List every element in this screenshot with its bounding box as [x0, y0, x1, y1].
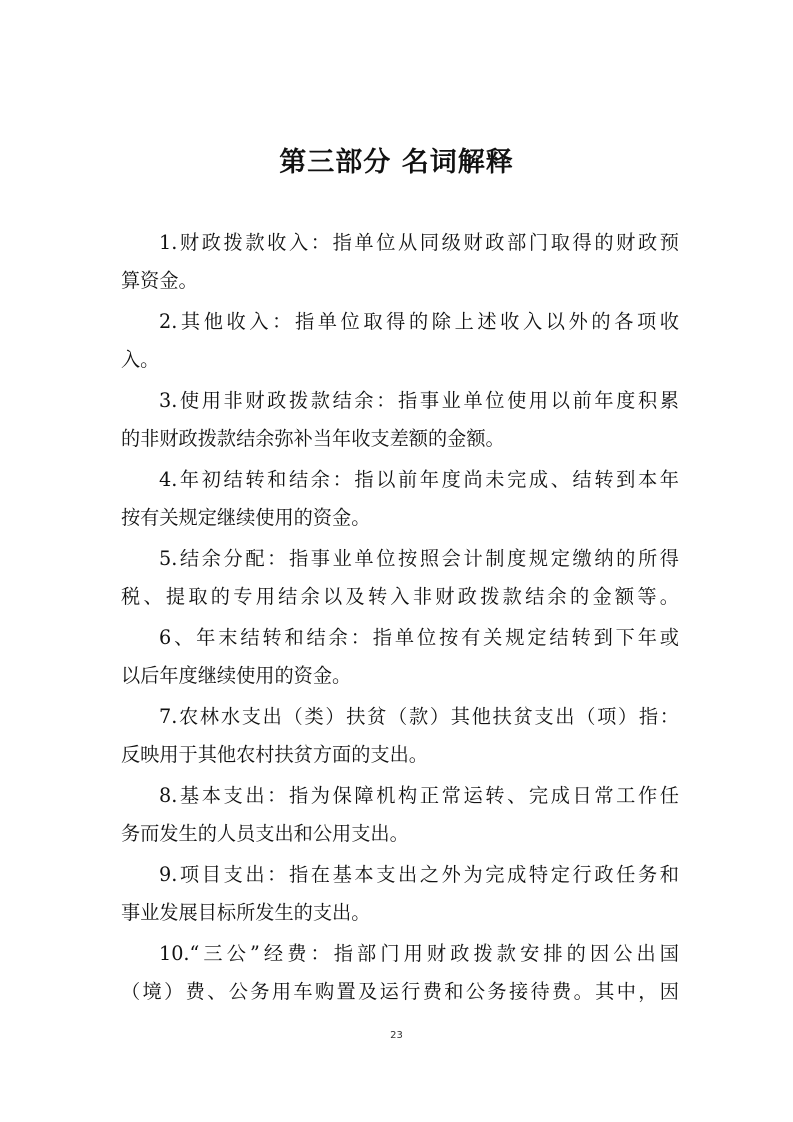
paragraph-line: 反映用于其他农村扶贫方面的支出。 [121, 742, 428, 766]
paragraph-line: 1.财政拨款收入：指单位从同级财政部门取得的财政预 [159, 231, 679, 254]
definition-paragraph [121, 461, 679, 536]
definition-paragraph [121, 856, 679, 931]
paragraph-line: 10.“三公”经费：指部门用财政拨款安排的因公出国 [159, 942, 679, 965]
definition-paragraph [121, 935, 679, 1010]
paragraph-line: 税、提取的专用结余以及转入非财政拨款结余的金额等。 [121, 584, 679, 608]
definition-paragraph [121, 540, 679, 615]
page-title: 第三部分 名词解释 [279, 147, 514, 178]
definition-paragraph [121, 224, 679, 299]
paragraph-line: 务而发生的人员支出和公用支出。 [121, 821, 409, 845]
definition-paragraph [121, 619, 679, 694]
paragraph-line: （境）费、公务用车购置及运行费和公务接待费。其中，因 [121, 979, 679, 1003]
definitions-body [121, 224, 679, 1010]
definition-paragraph [121, 777, 679, 852]
definition-paragraph [121, 698, 679, 773]
paragraph-line: 3.使用非财政拨款结余：指事业单位使用以前年度积累 [159, 389, 679, 412]
paragraph-line: 4.年初结转和结余：指以前年度尚未完成、结转到本年 [159, 468, 679, 491]
paragraph-line: 事业发展目标所发生的支出。 [121, 900, 371, 924]
paragraph-line: 6、年末结转和结余：指单位按有关规定结转到下年或 [159, 626, 679, 649]
paragraph-line: 的非财政拨款结余弥补当年收支差额的金额。 [121, 426, 505, 450]
paragraph-line: 2.其他收入：指单位取得的除上述收入以外的各项收 [159, 310, 679, 333]
definition-paragraph [121, 303, 679, 378]
paragraph-line: 算资金。 [121, 268, 198, 292]
paragraph-line: 5.结余分配：指事业单位按照会计制度规定缴纳的所得 [159, 547, 679, 570]
paragraph-line: 以后年度继续使用的资金。 [121, 663, 352, 687]
paragraph-line: 入。 [121, 347, 160, 371]
definition-paragraph [121, 382, 679, 457]
paragraph-line: 7.农林水支出（类）扶贫（款）其他扶贫支出（项）指： [159, 705, 679, 728]
paragraph-line: 按有关规定继续使用的资金。 [121, 505, 371, 529]
paragraph-line: 9.项目支出：指在基本支出之外为完成特定行政任务和 [159, 863, 679, 886]
paragraph-line: 8.基本支出：指为保障机构正常运转、完成日常工作任 [159, 784, 679, 807]
page-number: 23 [390, 1030, 403, 1041]
